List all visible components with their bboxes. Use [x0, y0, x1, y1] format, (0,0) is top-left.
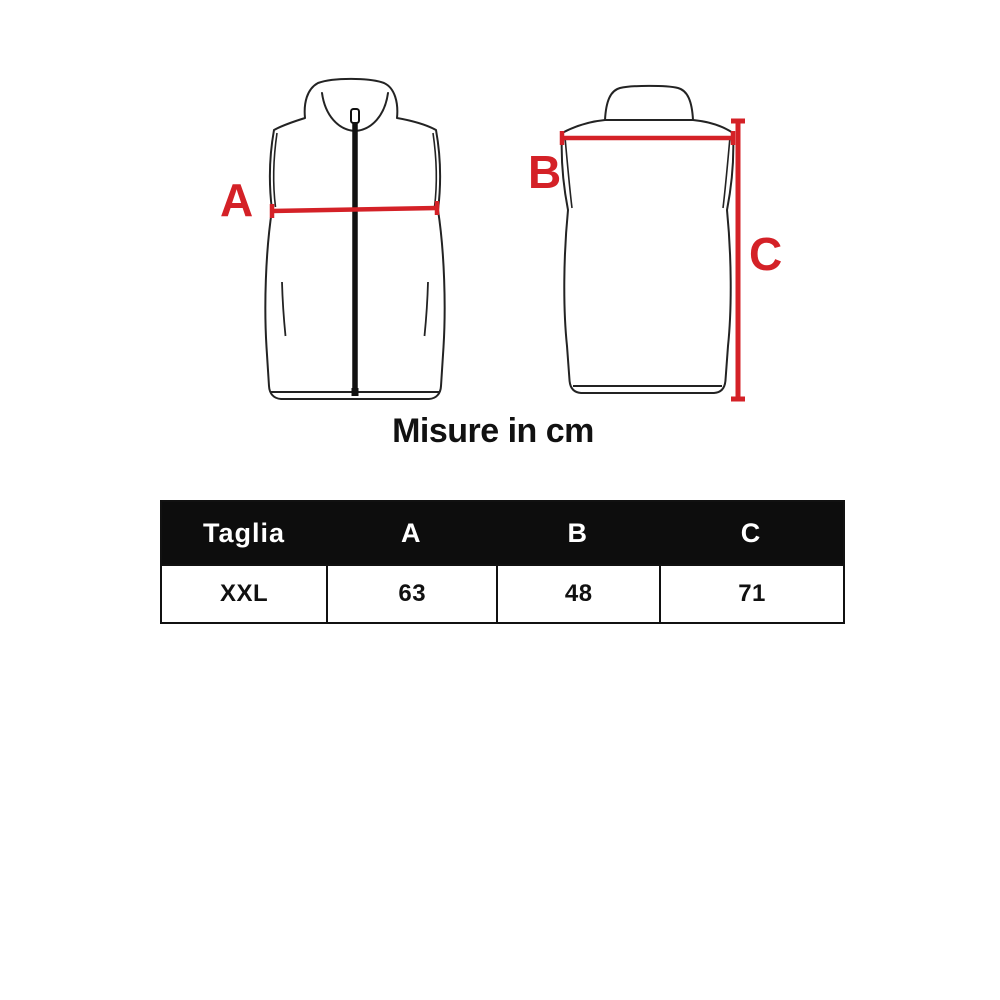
- header-cell-taglia: Taglia: [203, 517, 286, 548]
- vest-front-illustration: [230, 75, 460, 415]
- cell-measure-b: 48: [496, 566, 659, 622]
- cell-size: XXL: [219, 580, 269, 607]
- vest-back-outline: [562, 120, 734, 393]
- header-cell-c: C: [740, 517, 762, 548]
- size-table-data-row: [162, 564, 843, 622]
- header-cell-b: B: [567, 517, 588, 548]
- vest-back-collar: [605, 86, 693, 120]
- cell-measure-c: 71: [659, 566, 843, 622]
- header-cell-a: A: [400, 517, 422, 548]
- measurement-label-a: A: [220, 174, 254, 226]
- size-table: [160, 500, 845, 624]
- measurement-label-b: B: [528, 146, 562, 198]
- units-caption: Misure in cm: [392, 412, 594, 450]
- size-table-header-row: [162, 502, 843, 564]
- cell-measure-a: 63: [326, 566, 496, 622]
- measurement-label-c: C: [749, 228, 783, 280]
